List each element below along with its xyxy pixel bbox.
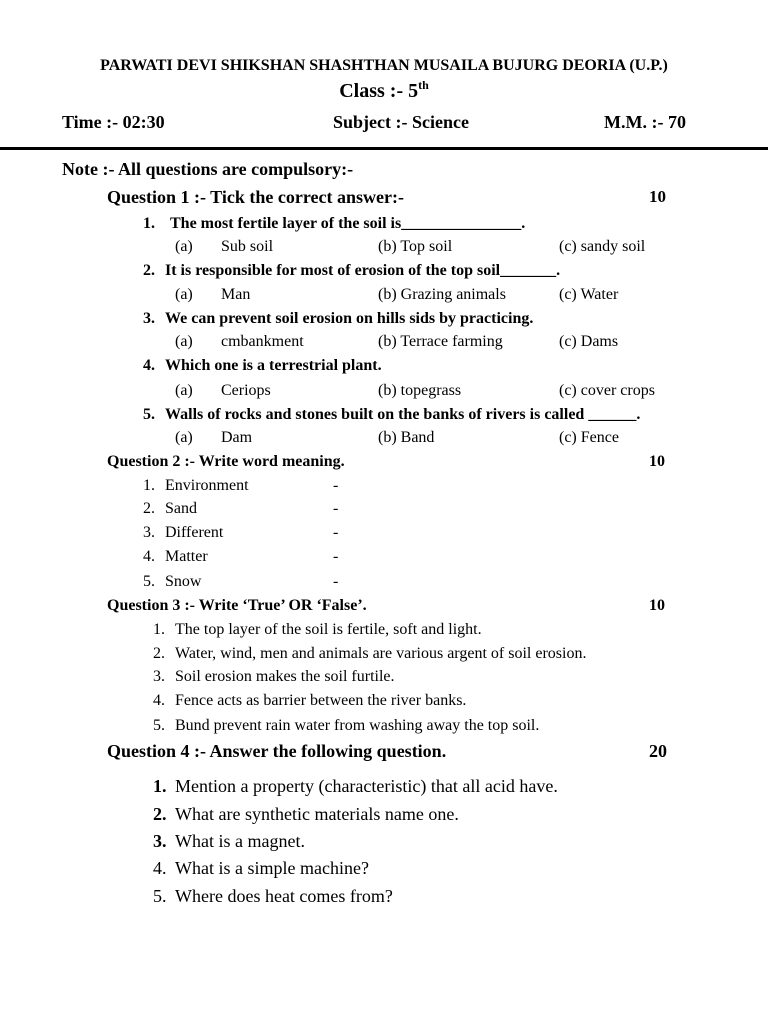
header-divider	[0, 147, 768, 150]
class-superscript: th	[418, 78, 429, 92]
q2-item-number: 3.	[143, 524, 155, 541]
q1-item-number: 3.	[143, 310, 155, 327]
option-a-text: Sub soil	[221, 238, 274, 255]
q2-item-text: Environment	[165, 477, 249, 494]
q1-title: Question 1 :- Tick the correct answer:-	[107, 187, 404, 207]
option-c: (c) Fence	[559, 429, 619, 446]
option-a-label: (a)	[175, 333, 193, 350]
q4-item-text: What is a simple machine?	[175, 858, 369, 878]
q3-item-text: Soil erosion makes the soil furtile.	[175, 668, 395, 685]
q3-marks: 10	[649, 597, 665, 614]
q1-item-number: 4.	[143, 357, 155, 374]
q4-item-number: 2.	[153, 804, 167, 824]
school-name: PARWATI DEVI SHIKSHAN SHASHTHAN MUSAILA BUJURG DEORIA (U.P.)	[100, 57, 668, 74]
q4-item-number: 3.	[153, 831, 167, 851]
option-b: (b) Band	[378, 429, 435, 446]
q3-item-text: Fence acts as barrier between the river banks.	[175, 692, 467, 709]
q3-item-number: 5.	[153, 717, 165, 734]
option-b: (b) Top soil	[378, 238, 453, 255]
max-marks: M.M. :- 70	[604, 112, 686, 132]
q3-item-text: The top layer of the soil is fertile, soft and light.	[175, 621, 482, 638]
option-c: (c) Water	[559, 286, 619, 303]
q2-item-dash: -	[333, 548, 339, 565]
q4-item-text: Mention a property (characteristic) that all acid have.	[175, 776, 558, 796]
q4-item-text: What are synthetic materials name one.	[175, 804, 459, 824]
option-b: (b) topegrass	[378, 382, 462, 399]
q1-item-text: It is responsible for most of erosion of the top soil_______.	[165, 262, 561, 279]
q2-title: Question 2 :- Write word meaning.	[107, 453, 345, 470]
q3-item-number: 4.	[153, 692, 165, 709]
q2-item-dash: -	[333, 477, 339, 494]
option-a-text: cmbankment	[221, 333, 304, 350]
class-label	[0, 80, 768, 103]
q4-item-text: What is a magnet.	[175, 831, 305, 851]
q3-item-number: 3.	[153, 668, 165, 685]
exam-subject: Subject :- Science	[333, 112, 469, 132]
option-a-label: (a)	[175, 382, 193, 399]
option-c: (c) Dams	[559, 333, 619, 350]
q1-item-number: 2.	[143, 262, 155, 279]
class-text: Class :- 5	[339, 80, 419, 102]
option-a-text: Ceriops	[221, 382, 271, 399]
q3-item-text: Bund prevent rain water from washing away the top soil.	[175, 717, 540, 734]
option-a-label: (a)	[175, 429, 193, 446]
q4-item-number: 5.	[153, 886, 167, 906]
option-c: (c) sandy soil	[559, 238, 646, 255]
q1-item-text: We can prevent soil erosion on hills sids by practicing.	[165, 310, 534, 327]
option-b: (b) Grazing animals	[378, 286, 506, 303]
q3-title: Question 3 :- Write ‘True’ OR ‘False’.	[107, 597, 367, 614]
q1-item-text: Walls of rocks and stones built on the banks of rivers is called ______.	[165, 406, 641, 423]
q3-item-number: 2.	[153, 645, 165, 662]
q4-item-number: 4.	[153, 858, 167, 878]
q2-item-dash: -	[333, 524, 339, 541]
q4-item-text: Where does heat comes from?	[175, 886, 393, 906]
option-a-text: Man	[221, 286, 251, 303]
q2-item-text: Snow	[165, 573, 202, 590]
instructions-note: Note :- All questions are compulsory:-	[62, 159, 354, 179]
q2-item-number: 1.	[143, 477, 155, 494]
option-c: (c) cover crops	[559, 382, 655, 399]
q2-item-number: 5.	[143, 573, 155, 590]
option-a-label: (a)	[175, 238, 193, 255]
q4-title: Question 4 :- Answer the following question.	[107, 741, 447, 761]
q1-item-text: The most fertile layer of the soil is_______________.	[170, 215, 526, 232]
q2-item-dash: -	[333, 500, 339, 517]
q4-marks: 20	[649, 741, 667, 761]
exam-time: Time :- 02:30	[62, 112, 165, 132]
q4-item-number: 1.	[153, 776, 167, 796]
q2-marks: 10	[649, 453, 665, 470]
q2-item-text: Different	[165, 524, 224, 541]
q3-item-text: Water, wind, men and animals are various argent of soil erosion.	[175, 645, 587, 662]
q1-item-text: Which one is a terrestrial plant.	[165, 357, 382, 374]
q1-item-number: 5.	[143, 406, 155, 423]
option-a-label: (a)	[175, 286, 193, 303]
q1-item-number: 1.	[143, 215, 155, 232]
q3-item-number: 1.	[153, 621, 165, 638]
option-b: (b) Terrace farming	[378, 333, 503, 350]
q2-item-number: 2.	[143, 500, 155, 517]
q2-item-dash: -	[333, 573, 339, 590]
q2-item-number: 4.	[143, 548, 155, 565]
q1-marks: 10	[649, 187, 666, 206]
q2-item-text: Matter	[165, 548, 208, 565]
option-a-text: Dam	[221, 429, 253, 446]
q2-item-text: Sand	[165, 500, 197, 517]
